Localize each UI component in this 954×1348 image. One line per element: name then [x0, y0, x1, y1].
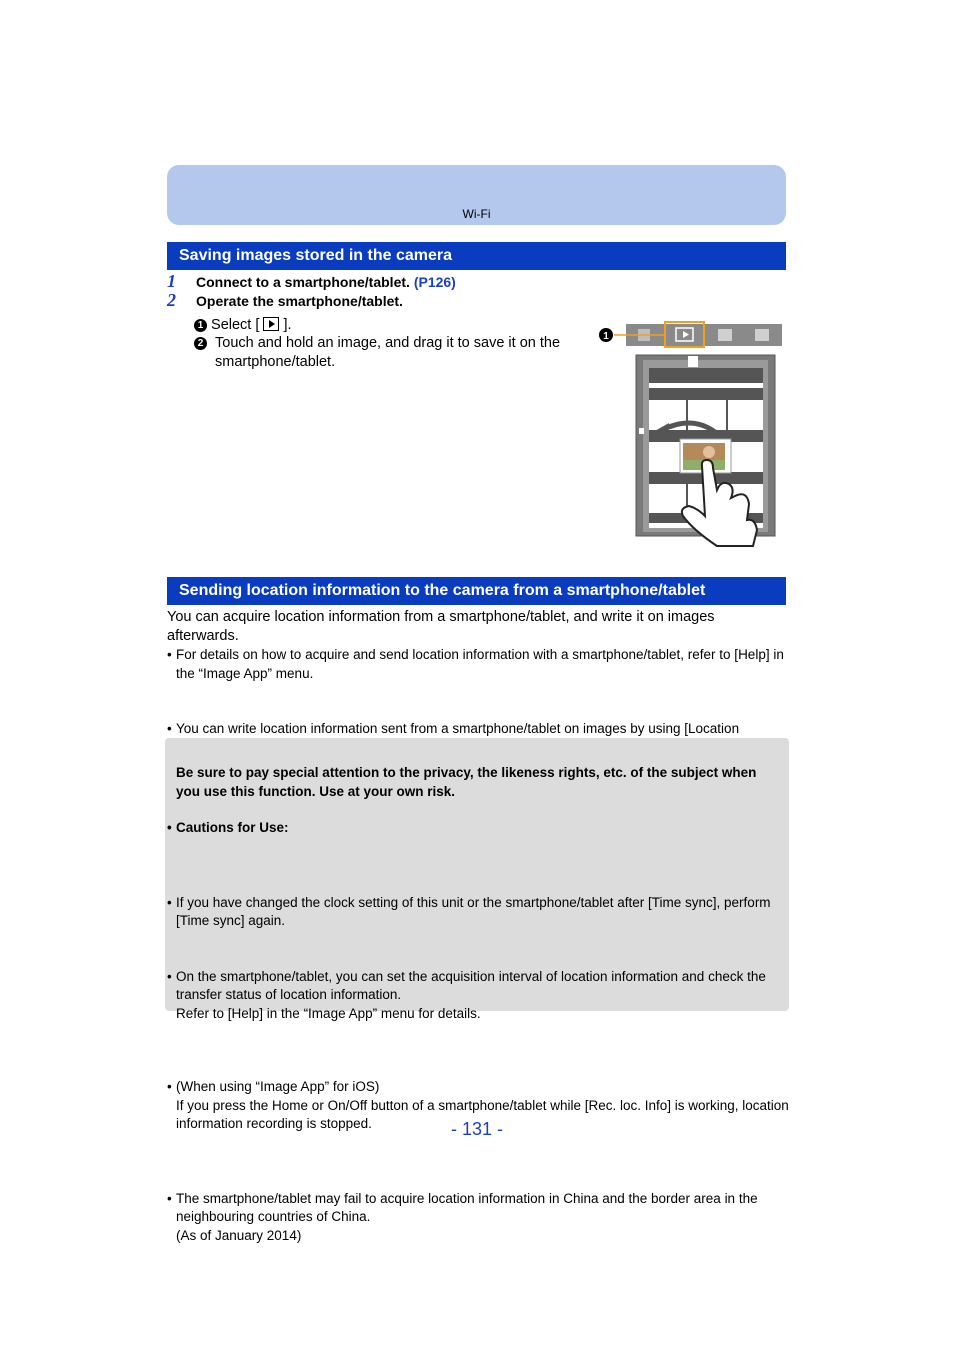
- step-number: 2: [167, 290, 176, 310]
- step-2-text: Operate the smartphone/tablet.: [196, 293, 403, 309]
- page-number: - 131 -: [450, 1119, 504, 1139]
- info-bullet-2: • You can write location information sent from a smartphone/tablet on images by using [Location: [167, 720, 794, 757]
- substep-1-text-after: ].: [283, 317, 292, 333]
- caution-item-4-text: The smartphone/tablet may fail to acquire location information in China and the border area in the neighbouring countries of China.: [176, 1190, 758, 1224]
- cautions-heading: • Cautions for Use:: [167, 820, 289, 835]
- section-title-sending-location: Sending location information to the camera from a smartphone/tablet: [167, 577, 786, 605]
- caution-item-2-text: On the smartphone/tablet, you can set the acquisition interval of location information and check the transfer status of location information.: [176, 968, 766, 1002]
- cautions-heading-text: Cautions for Use:: [176, 820, 289, 835]
- callout-number: 1: [603, 331, 609, 342]
- smartphone-illustration: [597, 320, 787, 548]
- caution-item-3: • (When using “Image App” for iOS) If you press the Home or On/Off button of a smartphone/tablet while [Rec. loc. Info] is working, location information recording is stopped.: [167, 1078, 794, 1134]
- section-title-saving-images: Saving images stored in the camera: [167, 242, 786, 270]
- caution-item-1-text: If you have changed the clock setting of this unit or the smartphone/tablet after [Time sync], perform [Time sync] again.: [176, 894, 771, 928]
- drag-to-save-illustration: [597, 320, 787, 548]
- playback-icon: [263, 317, 279, 331]
- circled-number-2: 2: [194, 337, 207, 350]
- substep-1: [194, 316, 584, 335]
- step-1-text: [196, 274, 456, 290]
- page-link-p126[interactable]: (P126): [413, 274, 456, 290]
- step-2: [167, 290, 176, 311]
- circled-number-1: 1: [194, 319, 207, 332]
- substep-1-text-before: Select [: [211, 317, 260, 333]
- step-1: [167, 271, 176, 292]
- info-bullet-1: • For details on how to acquire and send location information with a smartphone/tablet, refer to [Help] in the “Image App” menu.: [167, 647, 784, 681]
- caution-item-2: • On the smartphone/tablet, you can set the acquisition interval of location information and check the transfer status of location information. Refer to [Help] in the “Image App” menu for details.: [167, 968, 794, 1024]
- caution-item-2-note: Refer to [Help] in the “Image App” menu for details.: [176, 1005, 481, 1021]
- cautions-warning: Be sure to pay special attention to the privacy, the likeness rights, etc. of the subject when you use this function. Use at your own risk.: [176, 765, 757, 799]
- caution-item-4-date: (As of January 2014): [176, 1227, 302, 1243]
- caution-item-1: • If you have changed the clock setting of this unit or the smartphone/tablet after [Time sync], perform [Time sync] again.: [167, 894, 794, 931]
- section2-intro: You can acquire location information from a smartphone/tablet, and write it on images afterwards.: [167, 609, 715, 644]
- substep-2: [194, 334, 584, 372]
- info-bullet-2-text: You can write location information sent from a smartphone/tablet on images by using [Location: [176, 721, 740, 736]
- caution-item-4: • The smartphone/tablet may fail to acquire location information in China and the border area in the neighbouring countries of China. (As of January 2014): [167, 1190, 794, 1246]
- step-1-label: Connect to a smartphone/tablet.: [196, 274, 410, 290]
- chapter-label: Wi-Fi: [462, 207, 491, 221]
- step-number: 1: [167, 271, 176, 291]
- caution-item-3-heading: (When using “Image App” for iOS): [176, 1079, 380, 1094]
- info-bullet-1-text: For details on how to acquire and send location information with a smartphone/tablet, refer to [Help] in the “Image App” menu.: [176, 647, 784, 681]
- substep-2-text: Touch and hold an image, and drag it to save it on the smartphone/tablet.: [215, 335, 561, 370]
- caution-item-3-text: If you press the Home or On/Off button of a smartphone/tablet while [Rec. loc. Info] is working, location information recording is stopped.: [176, 1097, 789, 1131]
